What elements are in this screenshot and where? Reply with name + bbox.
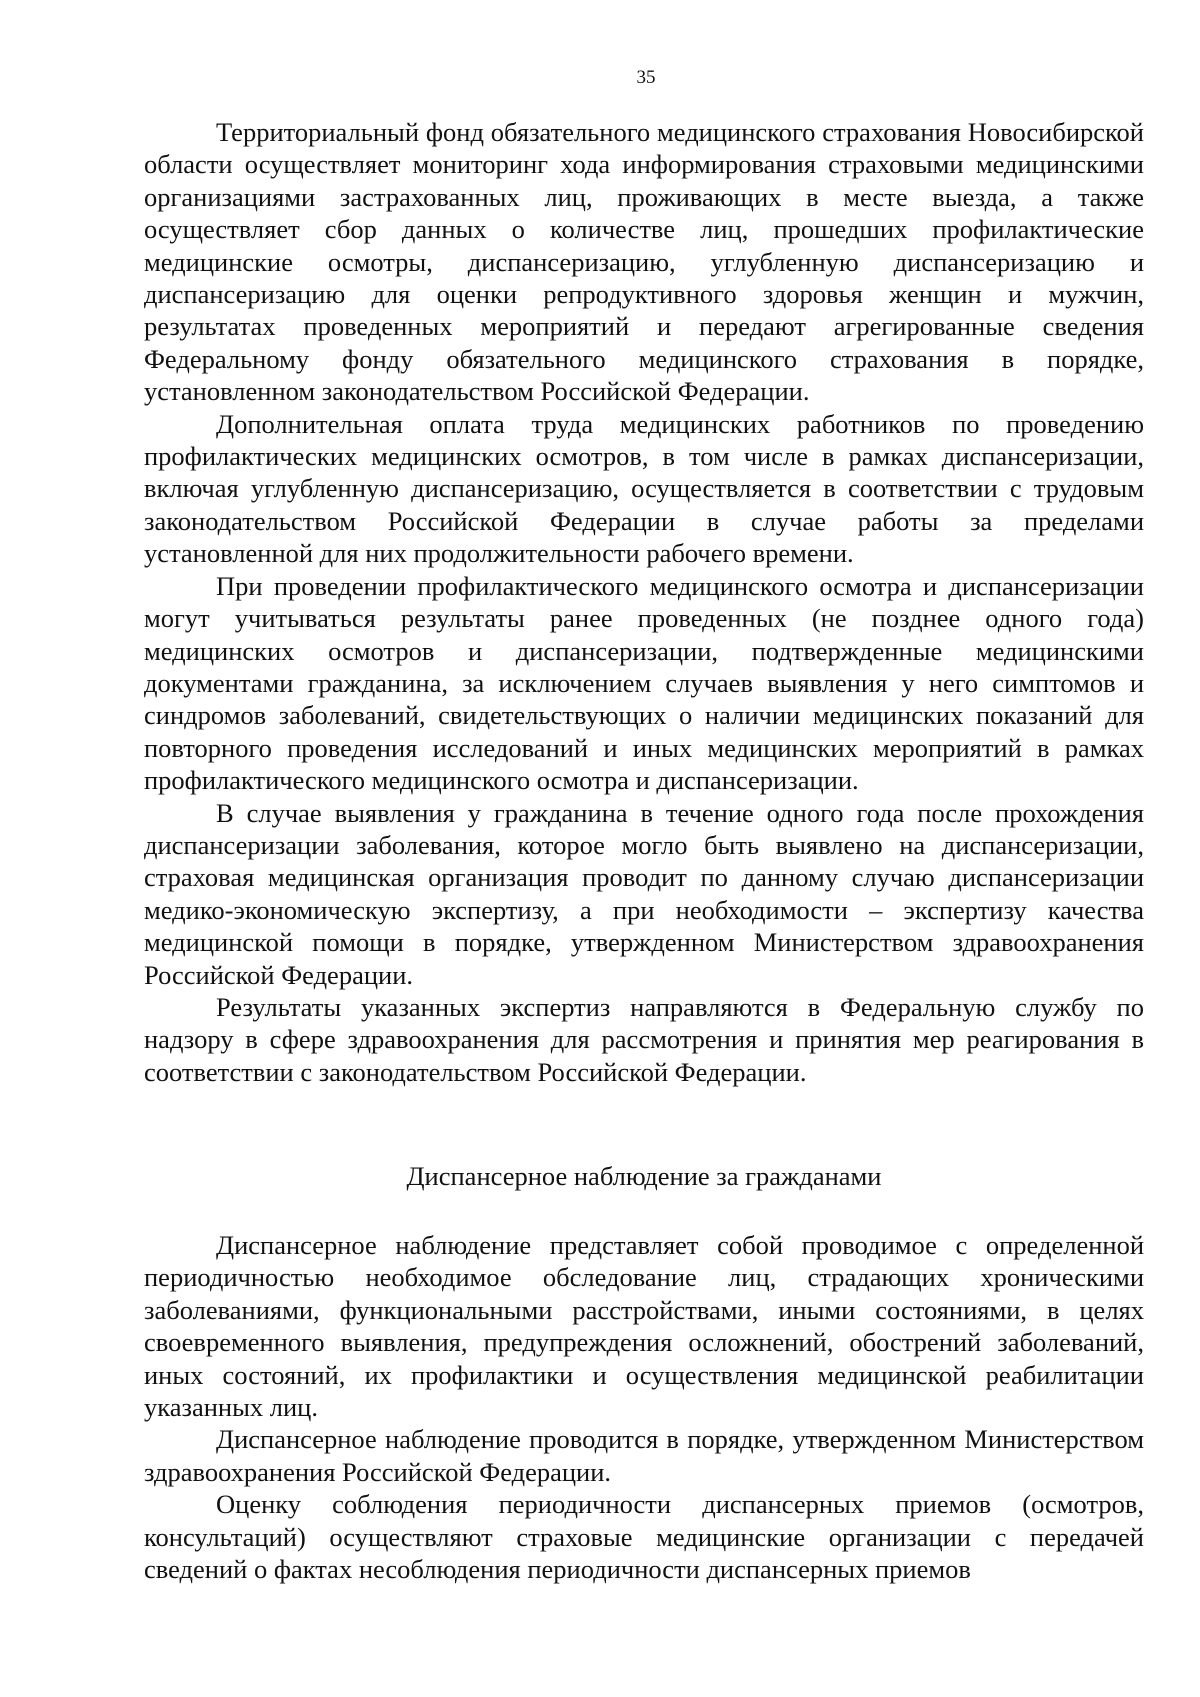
paragraph-observation-order: Диспансерное наблюдение проводится в порядке, утвержденном Министерством здравоохранения Российской Федерации. [144, 1424, 1144, 1487]
paragraph-previous-results: При проведении профилактического медицинского осмотра и диспансеризации могут учитываться результаты ранее проведенных (не позднее одного года) медицинских осмотров и диспансеризации, подтвержденные медицинскими документами гражданина, за исключением случаев выявления у него симптомов и синдромов заболеваний, свидетельствующих о наличии медицинских показаний для повторного проведения исследований и иных медицинских мероприятий в рамках профилактического медицинского осмотра и диспансеризации. [144, 570, 1144, 796]
paragraph-additional-pay: Дополнительная оплата труда медицинских работников по проведению профилактических медицинских осмотров, в том числе в рамках диспансеризации, включая углубленную диспансеризацию, осуществляется в соответствии с трудовым законодательством Российской Федерации в случае работы за пределами установленной для них продолжительности рабочего времени. [144, 408, 1144, 569]
section-heading: Диспансерное наблюдение за гражданами [406, 1161, 882, 1191]
paragraph-disease-detection: В случае выявления у гражданина в течение одного года после прохождения диспансеризации заболевания, которое могло быть выявлено на диспансеризации, страховая медицинская организация проводит по данному случаю диспансеризации медико-экономическую экспертизу, а при необходимости – экспертизу качества медицинской помощи в порядке, утвержденном Министерством здравоохранения Российской Федерации. [144, 797, 1144, 990]
body-text-bottom [144, 1229, 1144, 1585]
paragraph-observation-definition: Диспансерное наблюдение представляет собой проводимое с определенной периодичностью необходимое обследование лиц, страдающих хроническими заболеваниями, функциональными расстройствами, иными состояниями, в целях своевременного выявления, предупреждения осложнений, обострений заболеваний, иных состояний, их профилактики и осуществления медицинской реабилитации указанных лиц. [144, 1230, 1144, 1423]
paragraph-periodicity-assessment: Оценку соблюдения периодичности диспансерных приемов (осмотров, консультаций) осуществляют страховые медицинские организации с передачей сведений о фактах несоблюдения периодичности диспансерных приемов [144, 1489, 1144, 1585]
paragraph-expertise-results: Результаты указанных экспертиз направляются в Федеральную службу по надзору в сфере здравоохранения для рассмотрения и принятия мер реагирования в соответствии с законодательством Российской Федерации. [144, 991, 1144, 1087]
page-number: 35 [636, 67, 656, 88]
paragraph-tfoms-monitoring: Территориальный фонд обязательного медицинского страхования Новосибирской области осуществляет мониторинг хода информирования страховыми медицинскими организациями застрахованных лиц, проживающих в месте выезда, а также осуществляет сбор данных о количестве лиц, прошедших профилактические медицинские осмотры, диспансеризацию, углубленную диспансеризацию и диспансеризацию для оценки репродуктивного здоровья женщин и мужчин, результатах проведенных мероприятий и передают агрегированные сведения Федеральному фонду обязательного медицинского страхования в порядке, установленном законодательством Российской Федерации. [144, 117, 1144, 407]
body-text-top [144, 116, 1144, 1088]
